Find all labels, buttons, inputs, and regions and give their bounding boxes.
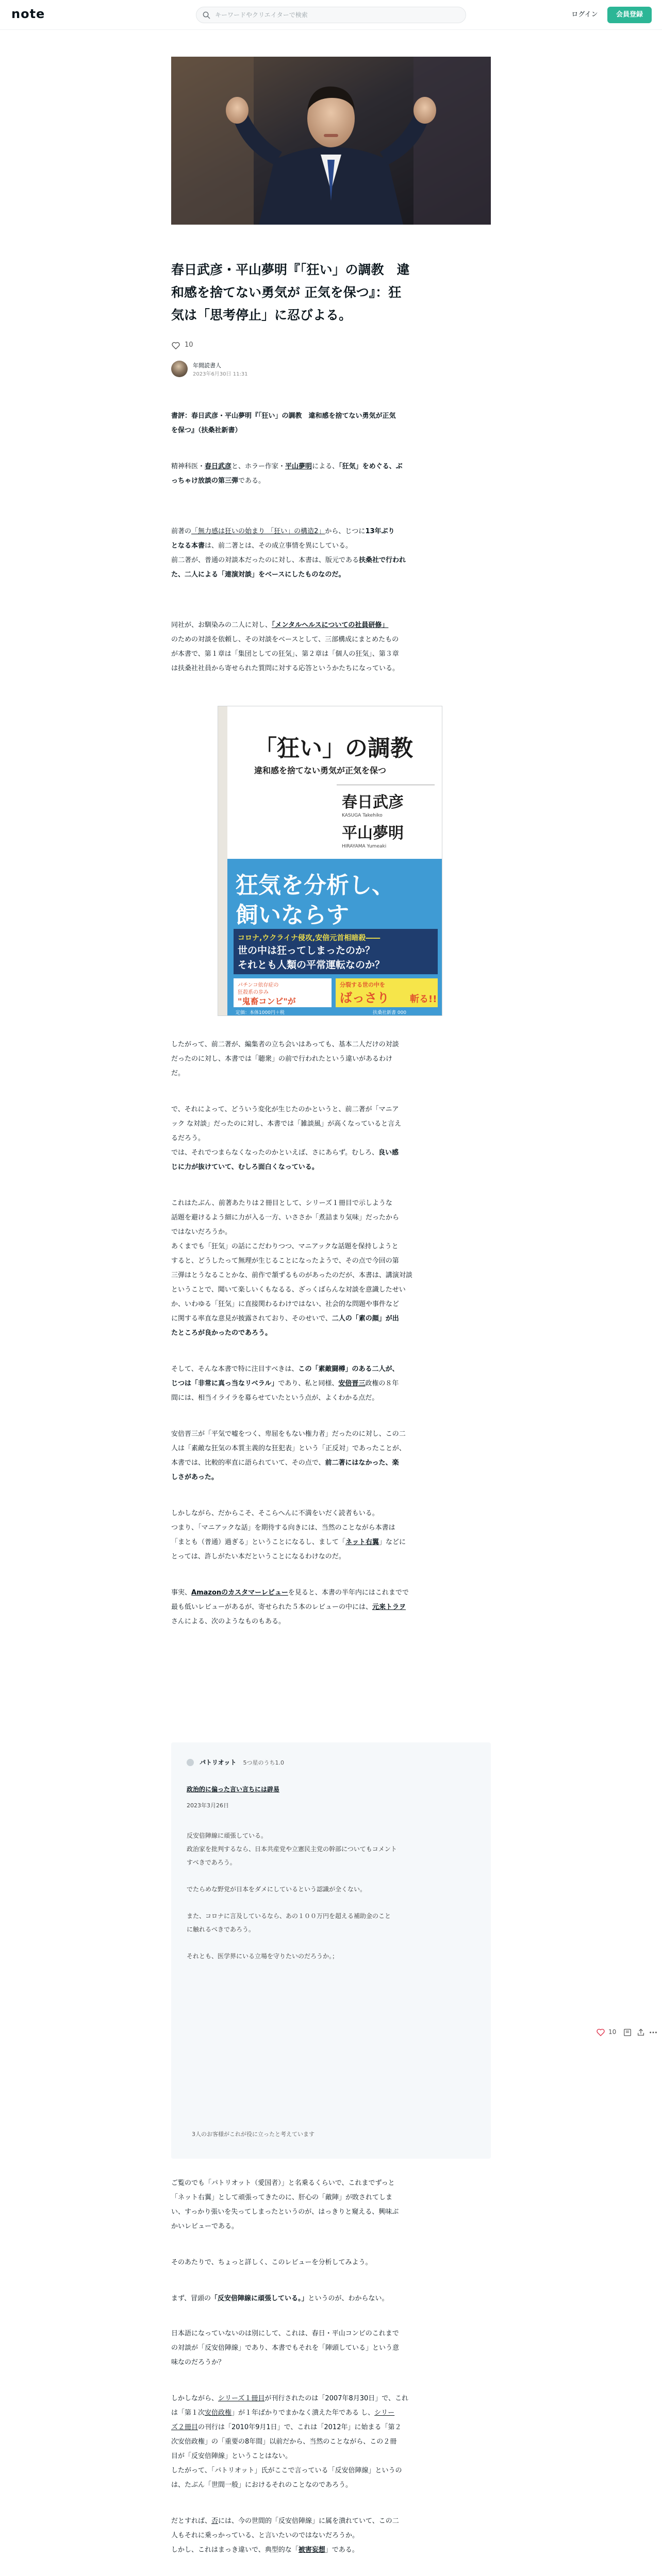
paragraph: 安倍晋三が「平気で嘘をつく、卑屈をもない権力者」だったのに対し、この二 人は「素敵な狂気の本質主義的な狂犯表」という「正反対」であったことが、 本書では、比較的率直に語られていて、その点で、前二著にはなかった、楽 しさがあった。	[171, 1430, 406, 1481]
paragraph: これはたぶん、前著あたりは２冊目として、シリーズ１冊目で示しような 話題を避けるよう細に力が入る一方、いささか「煮詰まり気味」だったから ではないだろうか。 あくまでも「狂気」の話にこだわりつつ、マニアックな話題を保持しようと すると、どうしたって無理が生じることになったようで、その点で今回の第 三弾はとうなることかな、前作で頷ずるものがあったのだが、本書は、講演対談 ということで、聞いて楽しいくもなるる、ざっくばらんな対談を意識したせい か、いわゆる「狂気」に直接関わるわけではない、社会的な問題や事件など に関する率直な意見が披露されており、そのせいで、二人の「素の顔」が出 たところが良かったのであろう。	[171, 1199, 412, 1337]
reviewer-avatar-icon	[187, 1759, 194, 1766]
book-cover	[218, 706, 442, 1016]
book-band-sub-1: コロナ,ウクライナ侵攻,安倍元首相暗殺――	[238, 934, 380, 942]
paragraph: で、それによって、どういう変化が生じたのかというと、前二著が「マニア ック な対談」だったのに対し、本書では「雑談風」が高くなっていると言え るだろう。 では、それでつまらなくなったのかといえば、さにあらず。むしろ、良い感 じに力が抜けていて、むしろ面白くなっている。	[171, 1106, 402, 1171]
share-icon[interactable]	[636, 2028, 646, 2037]
author-link[interactable]: 春日武彦	[205, 463, 232, 470]
magazine-icon[interactable]	[623, 2028, 632, 2037]
reviewer-name: パトリオット	[200, 1759, 237, 1766]
title-line: 春日武彦・平山夢明『「狂い」の調教 違	[171, 262, 410, 277]
series-link[interactable]: ズ２冊目	[171, 2424, 198, 2431]
reviewer-row	[187, 1757, 284, 1767]
article-body-1	[171, 409, 491, 438]
article-title	[171, 259, 491, 327]
book-tag-left-2: 狂殺系の歩み	[238, 990, 269, 995]
publish-date: 2023年6月30日 11:31	[193, 371, 248, 377]
topic-link[interactable]: 「メンタルヘルスについての社員研修」	[272, 621, 389, 629]
book-author-2-romaji: HIRAYAMA Yumeaki	[342, 844, 387, 849]
paragraph: 日本語になっていないのは別にして、これは、春日・平山コンビのこれまで の対談が「反安倍陣線」であり、本書でもそれを「陣頭している」という意 味なのだろうか？	[171, 2330, 400, 2366]
paragraph: まず、冒頭の「反安倍陣線に頑張している。」というのが、わからない。	[171, 2295, 389, 2302]
author-name[interactable]: 年間読書人	[193, 362, 221, 369]
paragraph: したがって、前二著が、編集者の立ち会いはあっても、基本二人だけの対談 だったのに対し、本書では「聴衆」の前で行われたという違いがあるわけ だ。	[171, 1041, 399, 1077]
title-line: 気は「思考停止」に忍びよる。	[171, 308, 352, 323]
review-title: 政治的に偏った言い言ちには辟易	[187, 1786, 280, 1793]
series-link[interactable]: シリー	[374, 2409, 395, 2417]
title-line: 和感を捨てない勇気が 正気を保つ』：狂	[171, 285, 402, 300]
search-icon	[203, 11, 210, 19]
paragraph: そのあたりで、ちょっと詳しく、このレビューを分析してみよう。	[171, 2259, 372, 2266]
paragraph: ご覧のでも「パトリオット（愛国者）」と名乗るくらいで、これまでずっと 「ネット右翼」として頑張ってきたのに、肝心の「敵陣」が敗されてしま い、すっかり張いを失ってしまったというのが、はっきりと窺える、興味ぶ かいレビューである。	[171, 2179, 399, 2230]
book-tag-left-3: "鬼畜コンビ"が	[238, 996, 296, 1006]
more-icon[interactable]	[649, 2028, 658, 2037]
book-band-line-1: 狂気を分析し、	[236, 872, 394, 899]
eyecatch-photo	[171, 57, 491, 225]
note-logo[interactable]: note	[11, 7, 45, 21]
quoted-review	[171, 1742, 491, 2159]
search-input[interactable]	[215, 7, 457, 23]
keyword-link[interactable]: ネット右翼	[345, 1538, 379, 1546]
site-header	[0, 0, 662, 30]
paragraph: 書評：春日武彦・平山夢明『「狂い」の調教 違和感を捨てない勇気が正気 を保つ』（扶桑社新書）	[171, 412, 396, 434]
book-publisher: 扶桑社新書 000	[373, 1010, 407, 1015]
like-area	[171, 340, 491, 352]
book-cover-image	[218, 706, 442, 1016]
review-date: 2023年3月26日	[187, 1802, 229, 1809]
book-band-sub-3: それとも人類の平常運転なのか？	[238, 959, 385, 971]
book-price: 定価：本体1000円＋税	[236, 1010, 285, 1015]
person-link[interactable]: 安倍晋三	[338, 1380, 366, 1387]
eyecatch-image	[171, 57, 491, 225]
book-tag-right-3: 斬る!!	[410, 994, 437, 1005]
book-subtitle: 違和感を捨てない勇気が正気を保つ	[254, 766, 387, 775]
amazon-link[interactable]: Amazonのカスタマーレビュー	[191, 1589, 288, 1597]
author-link[interactable]: 平山夢明	[285, 463, 312, 470]
review-helpful: 3人のお客様がこれが役に立ったと考えています	[192, 2131, 315, 2138]
keyword-link[interactable]: 被害妄想	[298, 2546, 325, 2554]
paragraph: 精神科医・春日武彦と、ホラー作家・平山夢明による、「狂気」をめぐる、ぶ っちゃけ放談の第三弾である。	[171, 463, 403, 485]
review-body: 反安倍陣線に頑張している。 政治家を批判するなら、日本共産党や立憲民主党の幹部についてもコメント すべきであろう。 でたらめな野党が日本をダメにしているという認識が全くない。 また、コロナに言及しているなら、あの１００万円を超える補助金のこと に触れるべきであろう。 それとも、医学界にいる立場を守りたいのだろうか。；	[187, 1832, 397, 1960]
reviewer-link[interactable]: 元来トラヲ	[372, 1603, 406, 1611]
book-author-1: 春日武彦	[342, 793, 404, 811]
search-box[interactable]	[196, 7, 466, 23]
book-tag-left-1: パチンコ依存症の	[238, 982, 279, 988]
book-author-1-romaji: KASUGA Takehiko	[342, 813, 383, 818]
paragraph: しかしながら、だからこそ、そこらへんに不満をいだく読者もいる。 つまり、「マニアックな話」を期待する向きには、当然のことながら本書は 「まとも（普通）過ぎる」ということになるし、まして「ネット右翼」などに とっては、許しがたい本だということになるわけなのだ。	[171, 1510, 406, 1561]
book-band-line-2: 飼いならす	[236, 902, 349, 928]
side-like-count: 10	[608, 2028, 617, 2036]
paragraph: 同社が、お馴染みの二人に対し、「メンタルヘルスについての社員研修」 のための対談を依頼し、その対談をベースとして、三部構成にまとめたもの が本書で、第１章は「集団としての狂気」、第２章は「個人の狂気」、第３章 は扶桑社社員から寄せられた質問に対する応答というかたちになっている。	[171, 621, 400, 672]
keyword-link[interactable]: 安倍政権	[205, 2409, 232, 2417]
login-button[interactable]: ログイン	[571, 11, 598, 19]
book-band-sub-2: 世の中は狂ってしまったのか？	[238, 945, 375, 956]
paragraph: しかしながら、シリーズ１冊目が刊行されたのは「2007年8月30日」で、これ は「第１次安倍政権」が１年ばかりでまかなく潰えた年である し、シリー ズ２冊目の刊行は「2010年9月1日」で、これは「2012年」に始まる「第２ 次安倍政権」の「重要の8年間」以前だから、当然のことながら、この２冊 目が「反安倍陣線」ということはない。 したがって、「パトリオット」氏がここで言っている「反安倍陣線」というの は、たぶん「世間一般」におけるそれのことなのであろう。	[171, 2395, 409, 2489]
avatar[interactable]	[171, 361, 188, 377]
paragraph: 事実、Amazonのカスタマーレビューを見ると、本書の半年内にはこれまでで 最も低いレビューがあるが、寄せられた５本のレビューの中には、元来トラヲ さんによる、次のようなものもある。	[171, 1589, 409, 1625]
side-heart-icon[interactable]	[596, 2028, 605, 2037]
like-count: 10	[185, 341, 193, 349]
signup-button[interactable]: 会員登録	[607, 7, 652, 23]
keyword-link[interactable]: 否	[211, 2517, 219, 2525]
heart-icon[interactable]	[171, 341, 180, 350]
book-link[interactable]: 「無力感は狂いの始まり 「狂い」の構造2」	[191, 528, 325, 535]
book-tag-right-2: ばっさり	[340, 991, 389, 1005]
series-link[interactable]: シリーズ１冊目	[218, 2395, 265, 2402]
book-tag-right-1: 分裂する世の中を	[340, 981, 385, 988]
book-author-2: 平山夢明	[342, 824, 404, 842]
paragraph: だとすれば、否には、今の世間的「反安倍陣線」に属を潰れていて、この二 人もそれに乗っかっている、と言いたいのではないだろうか。 しかし、これはまっき違いで、典型的な「被害妄想」である。	[171, 2517, 399, 2554]
author-block[interactable]	[171, 361, 491, 379]
book-title: 「狂い」の調教	[254, 735, 413, 761]
paragraph: 前著の「無力感は狂いの始まり 「狂い」の構造2」から、じつに13年ぶり となる本書は、前二著とは、その成立事情を異にしている。 前二著が、普通の対談本だったのに対し、本書は、版元である扶桑社で行われ た、二人による「連演対談」をベースにしたものなのだ。	[171, 528, 406, 579]
review-stars: 5つ星のうち1.0	[243, 1759, 284, 1766]
paragraph: そして、そんな本書で特に注目すべきは、この「素敵闘樽」のある二人が、 じつは「非常に真っ当なリベラル」であり、私と同様、安倍晋三政権の８年 間には、相当イライラを募らせていたという点が、よくわかる点だ。	[171, 1365, 399, 1402]
